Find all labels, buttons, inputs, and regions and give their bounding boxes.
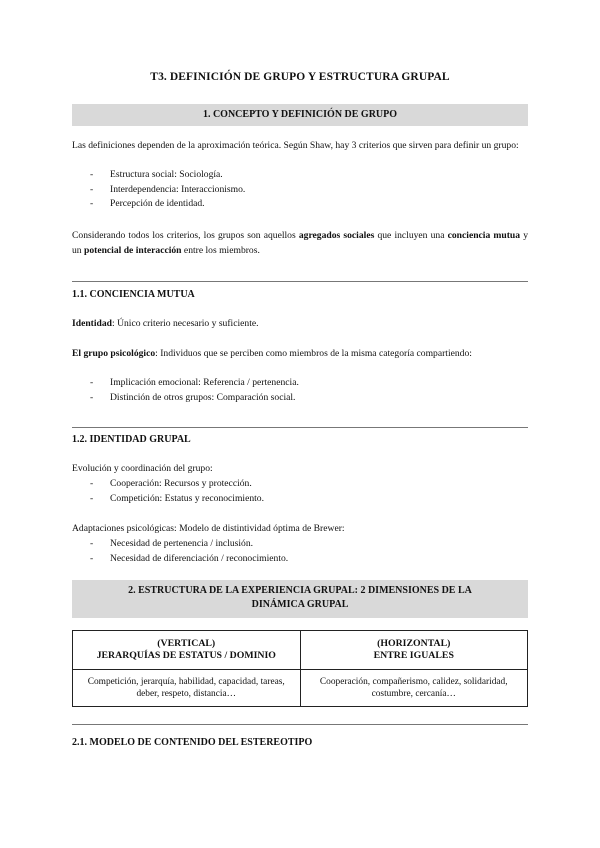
psychological-group-definition: El grupo psicológico: Individuos que se perciben como miembros de la misma categoría compartiendo:	[72, 348, 472, 359]
identity-definition: Identidad: Único criterio necesario y suficiente.	[72, 318, 259, 329]
section-1-2-heading: 1.2. IDENTIDAD GRUPAL	[72, 434, 191, 445]
horizontal-dimension-header: (HORIZONTAL) ENTRE IGUALES	[300, 631, 528, 670]
list-item: - Interdependencia: Interaccionismo.	[90, 183, 520, 198]
vertical-dimension-header: (VERTICAL) JERARQUÍAS DE ESTATUS / DOMINIO	[73, 631, 301, 670]
horizontal-dimension-content: Cooperación, compañerismo, calidez, solidaridad, costumbre, cercanía…	[300, 670, 528, 707]
list-item: - Distinción de otros grupos: Comparación social.	[90, 391, 520, 406]
vertical-dimension-content: Competición, jerarquía, habilidad, capacidad, tareas, deber, respeto, distancia…	[73, 670, 301, 707]
term-conciencia-mutua: conciencia mutua	[447, 230, 521, 241]
list-item: - Necesidad de diferenciación / reconocimiento.	[90, 552, 520, 567]
section-1-intro: Las definiciones dependen de la aproximación teórica. Según Shaw, hay 3 criterios que sirven para definir un grupo:	[72, 140, 519, 151]
list-item: - Implicación emocional: Referencia / pertenencia.	[90, 376, 520, 391]
dimensions-table	[72, 630, 528, 707]
evolution-list	[90, 477, 520, 506]
list-item: - Necesidad de pertenencia / inclusión.	[90, 537, 520, 552]
divider	[72, 427, 528, 428]
section-1-summary: Considerando todos los criterios, los grupos son aquellos agregados sociales que incluyen una conciencia mutua y un potencial de interacción entre los miembros.	[72, 230, 529, 256]
list-item: - Cooperación: Recursos y protección.	[90, 477, 520, 492]
section-1-heading: 1. CONCEPTO Y DEFINICIÓN DE GRUPO	[72, 104, 528, 126]
section-2-1-heading: 2.1. MODELO DE CONTENIDO DEL ESTEREOTIPO	[72, 737, 313, 748]
shaw-criteria-list	[90, 168, 520, 212]
table-header-row	[73, 631, 528, 670]
list-item: - Percepción de identidad.	[90, 197, 520, 212]
document-title: T3. DEFINICIÓN DE GRUPO Y ESTRUCTURA GRUPAL	[150, 71, 450, 83]
section-2-heading: 2. ESTRUCTURA DE LA EXPERIENCIA GRUPAL: 2 DIMENSIONES DE LA DINÁMICA GRUPAL	[72, 580, 528, 618]
list-item: - Competición: Estatus y reconocimiento.	[90, 492, 520, 507]
evolution-intro: Evolución y coordinación del grupo:	[72, 463, 213, 474]
divider	[72, 724, 528, 725]
table-row	[73, 670, 528, 707]
adaptation-list	[90, 537, 520, 566]
divider	[72, 281, 528, 282]
term-potencial-interaccion: potencial de interacción	[84, 244, 182, 256]
section-1-1-heading: 1.1. CONCIENCIA MUTUA	[72, 289, 195, 300]
psychological-group-label: El grupo psicológico	[72, 348, 156, 359]
term-agregados-sociales: agregados sociales	[298, 230, 375, 241]
identity-label: Identidad	[72, 318, 112, 329]
psychological-group-list	[90, 376, 520, 405]
list-item: - Estructura social: Sociología.	[90, 168, 520, 183]
adaptation-intro: Adaptaciones psicológicas: Modelo de distintividad óptima de Brewer:	[72, 523, 345, 534]
